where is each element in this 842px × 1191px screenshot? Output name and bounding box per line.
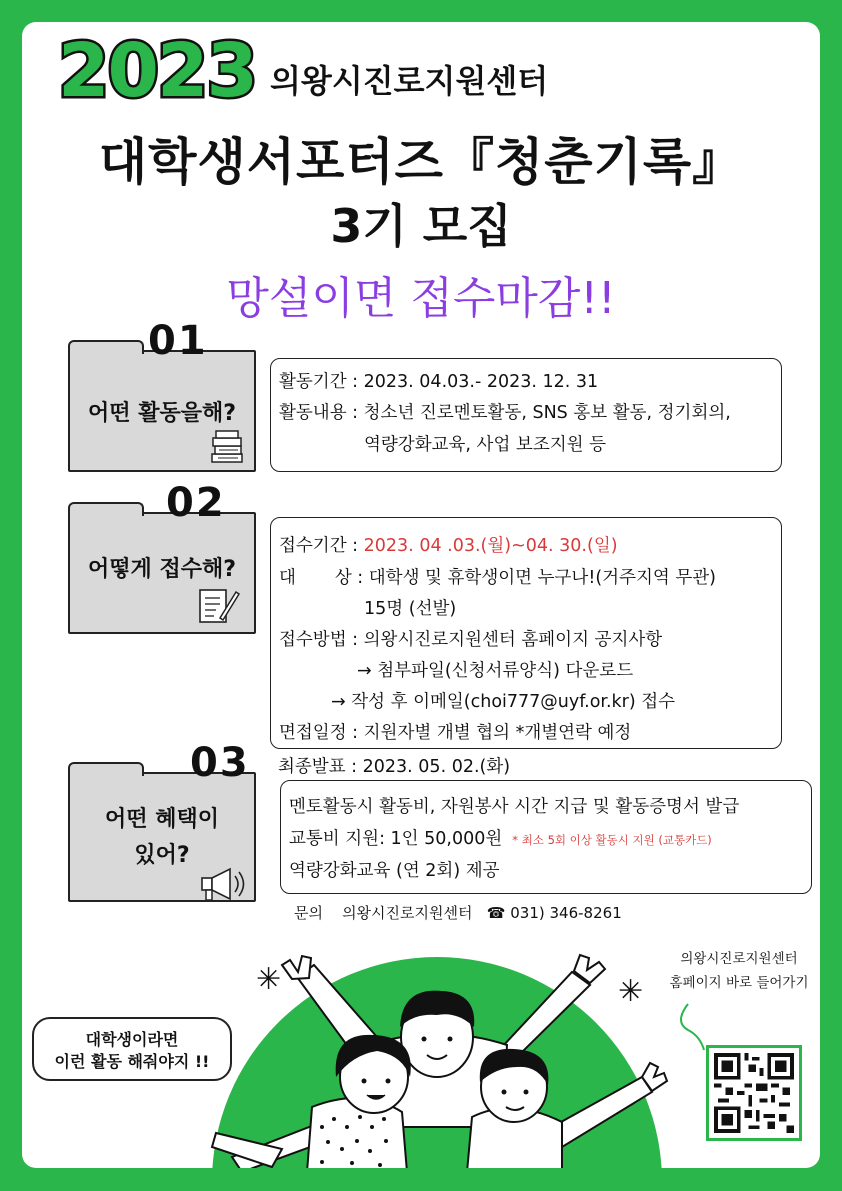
section-question: 어떤 활동을해?: [88, 401, 236, 426]
section-question-line2: 있어?: [134, 843, 190, 868]
year-title: 2023: [58, 28, 256, 114]
squiggle-arrow-icon: [678, 1002, 708, 1052]
qr-code-icon: [714, 1053, 794, 1133]
speech-bubble: [32, 1017, 232, 1081]
books-icon: [208, 426, 248, 475]
phone-icon: ☎: [486, 904, 506, 922]
sparkle-icon: ✳: [618, 974, 644, 1009]
activity-content-cont: 역량강화교육, 사업 보조지원 등: [364, 435, 607, 455]
target: [279, 564, 716, 589]
qr-caption-line2: 홈페이지 바로 들어가기: [669, 975, 809, 991]
folder-section-1: [68, 318, 256, 472]
final-announcement: 최종발표 : 2023. 05. 02.(화): [278, 757, 511, 777]
section-number: 01: [148, 318, 208, 364]
poster: [22, 22, 820, 1168]
qr-caption: [654, 947, 820, 995]
apply-period: [279, 532, 618, 557]
apply-method-value: 의왕시진로지원센터 홈페이지 공지사항: [363, 630, 663, 650]
benefit-transport-text: 교통비 지원: 1인 50,000원: [289, 829, 503, 849]
bubble-line1: 대학생이라면: [85, 1030, 179, 1049]
apply-method: [279, 626, 662, 651]
target-label: 대 상 :: [279, 568, 369, 588]
benefit-education: 역량강화교육 (연 2회) 제공: [289, 861, 500, 881]
target-count: 15명 (선발): [364, 599, 457, 619]
apply-step-email: → 작성 후 이메일(choi777@uyf.or.kr) 접수: [331, 692, 676, 712]
contact-phone: 031) 346-8261: [510, 904, 622, 922]
activity-period: 활동기간 : 2023. 04.03.- 2023. 12. 31: [279, 372, 599, 392]
document-pen-icon: [196, 584, 240, 633]
contact-org: 의왕시진로지원센터: [342, 904, 473, 922]
section-number: 03: [190, 740, 250, 786]
main-title: 대학생서포터즈『청춘기록』: [98, 133, 744, 191]
apply-period-value: 2023. 04 .03.(월)~04. 30.(일): [363, 536, 618, 556]
info-box-section-1: [270, 358, 782, 472]
benefit-transport: [289, 825, 712, 850]
qr-caption-line1: 의왕시진로지원센터: [680, 951, 798, 967]
info-box-section-2: [270, 517, 782, 749]
activity-content: 활동내용 : 청소년 진로멘토활동, SNS 홍보 활동, 정기회의,: [279, 403, 731, 423]
benefit-activity: 멘토활동시 활동비, 자원봉사 시간 지급 및 활동증명서 발급: [289, 797, 740, 817]
section-number: 02: [166, 480, 226, 526]
apply-method-label: 접수방법 :: [279, 630, 364, 650]
section-question-line1: 어떤 혜택이: [105, 807, 219, 832]
folder-section-2: [68, 480, 256, 634]
qr-code[interactable]: [706, 1045, 802, 1141]
interview-schedule: 면접일정 : 지원자별 개별 협의 *개별연락 예정: [279, 723, 632, 743]
benefit-transport-note: * 최소 5회 이상 활동시 지원 (교통카드): [512, 833, 712, 847]
megaphone-icon: [200, 866, 250, 915]
deadline-slogan: 망설이면 접수마감!!: [226, 273, 616, 324]
apply-period-label: 접수기간 :: [279, 536, 364, 556]
recruit-title: 3기 모집: [330, 199, 512, 253]
bubble-line2: 이런 활동 해줘야지 !!: [54, 1052, 210, 1071]
apply-step-download: → 첨부파일(신청서류양식) 다운로드: [357, 661, 634, 681]
contact-info: [294, 902, 622, 923]
contact-label: 문의: [294, 904, 323, 922]
info-box-section-3: [280, 780, 812, 894]
section-question: 어떻게 접수해?: [88, 557, 236, 582]
center-name: 의왕시진로지원센터: [270, 62, 549, 100]
target-value: 대학생 및 휴학생이면 누구나!(거주지역 무관): [368, 568, 716, 588]
sparkle-icon: ✳: [256, 962, 282, 997]
folder-section-3: [68, 740, 256, 902]
